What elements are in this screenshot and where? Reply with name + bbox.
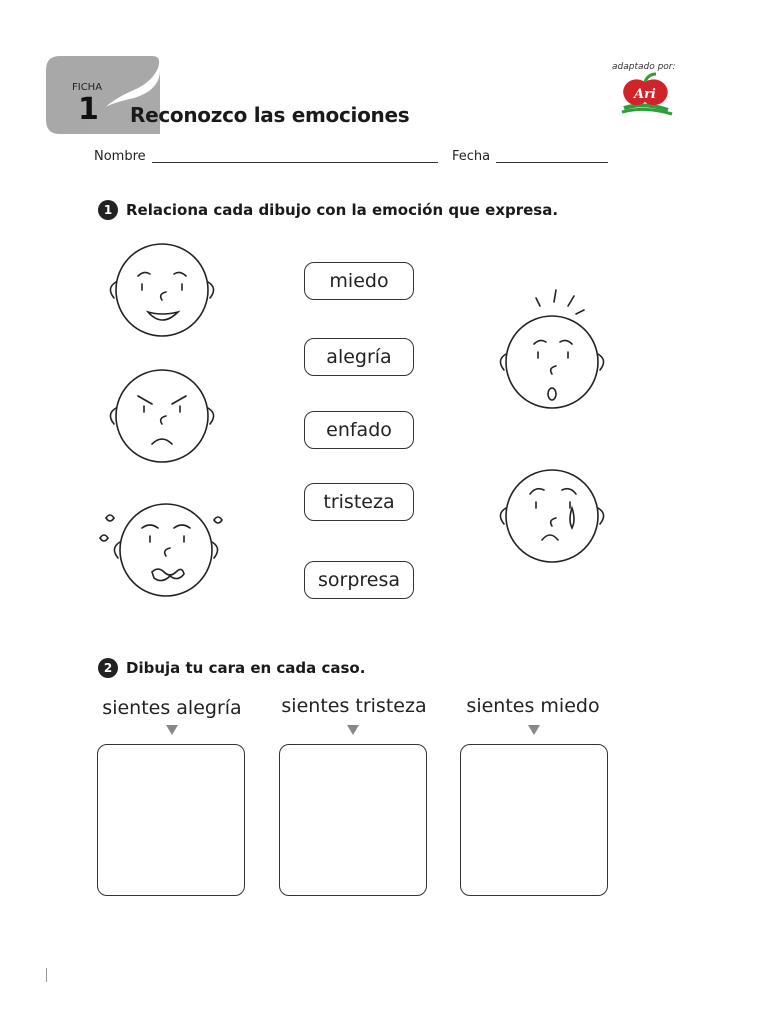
sad-face-icon xyxy=(500,470,603,562)
word-box-miedo[interactable]: miedo xyxy=(304,262,414,300)
faces-left-column xyxy=(96,236,232,606)
surprised-face-icon xyxy=(500,290,603,408)
happy-face-icon xyxy=(110,244,213,336)
arrow-down-icon xyxy=(528,725,540,735)
page-margin-mark xyxy=(46,968,47,982)
arrow-down-icon xyxy=(166,725,178,735)
ficha-label: FICHA xyxy=(72,82,103,93)
faces-right-column xyxy=(492,286,612,576)
publisher-logo xyxy=(614,72,676,116)
word-box-alegria[interactable]: alegría xyxy=(304,338,414,376)
caption-tristeza: sientes tristeza xyxy=(281,695,427,717)
drawing-box-alegria[interactable] xyxy=(97,744,245,896)
name-label: Nombre xyxy=(94,149,146,164)
exercise-1-number: 1 xyxy=(98,200,118,220)
caption-alegria: sientes alegría xyxy=(102,697,242,719)
name-field[interactable] xyxy=(152,162,438,163)
exercise-2-heading xyxy=(98,658,365,678)
logo-text: Ari xyxy=(634,87,656,102)
nervous-face-icon xyxy=(100,504,222,596)
exercise-1-instruction: Relaciona cada dibujo con la emoción que expresa. xyxy=(126,201,559,219)
word-box-tristeza[interactable]: tristeza xyxy=(304,483,414,521)
exercise-2-number: 2 xyxy=(98,658,118,678)
word-box-enfado[interactable]: enfado xyxy=(304,411,414,449)
exercise-2-instruction: Dibuja tu cara en cada caso. xyxy=(126,659,366,677)
page-title: Reconozco las emociones xyxy=(130,103,410,127)
word-box-sorpresa[interactable]: sorpresa xyxy=(304,561,414,599)
drawing-box-tristeza[interactable] xyxy=(279,744,427,896)
arrow-down-icon xyxy=(347,725,359,735)
ficha-number: 1 xyxy=(78,92,99,127)
caption-miedo: sientes miedo xyxy=(466,695,600,717)
date-label: Fecha xyxy=(452,149,491,164)
exercise-1-heading xyxy=(98,200,558,220)
angry-face-icon xyxy=(110,370,213,462)
drawing-box-miedo[interactable] xyxy=(460,744,608,896)
logo-caption: adaptado por: xyxy=(612,62,676,72)
date-field[interactable] xyxy=(496,162,608,163)
